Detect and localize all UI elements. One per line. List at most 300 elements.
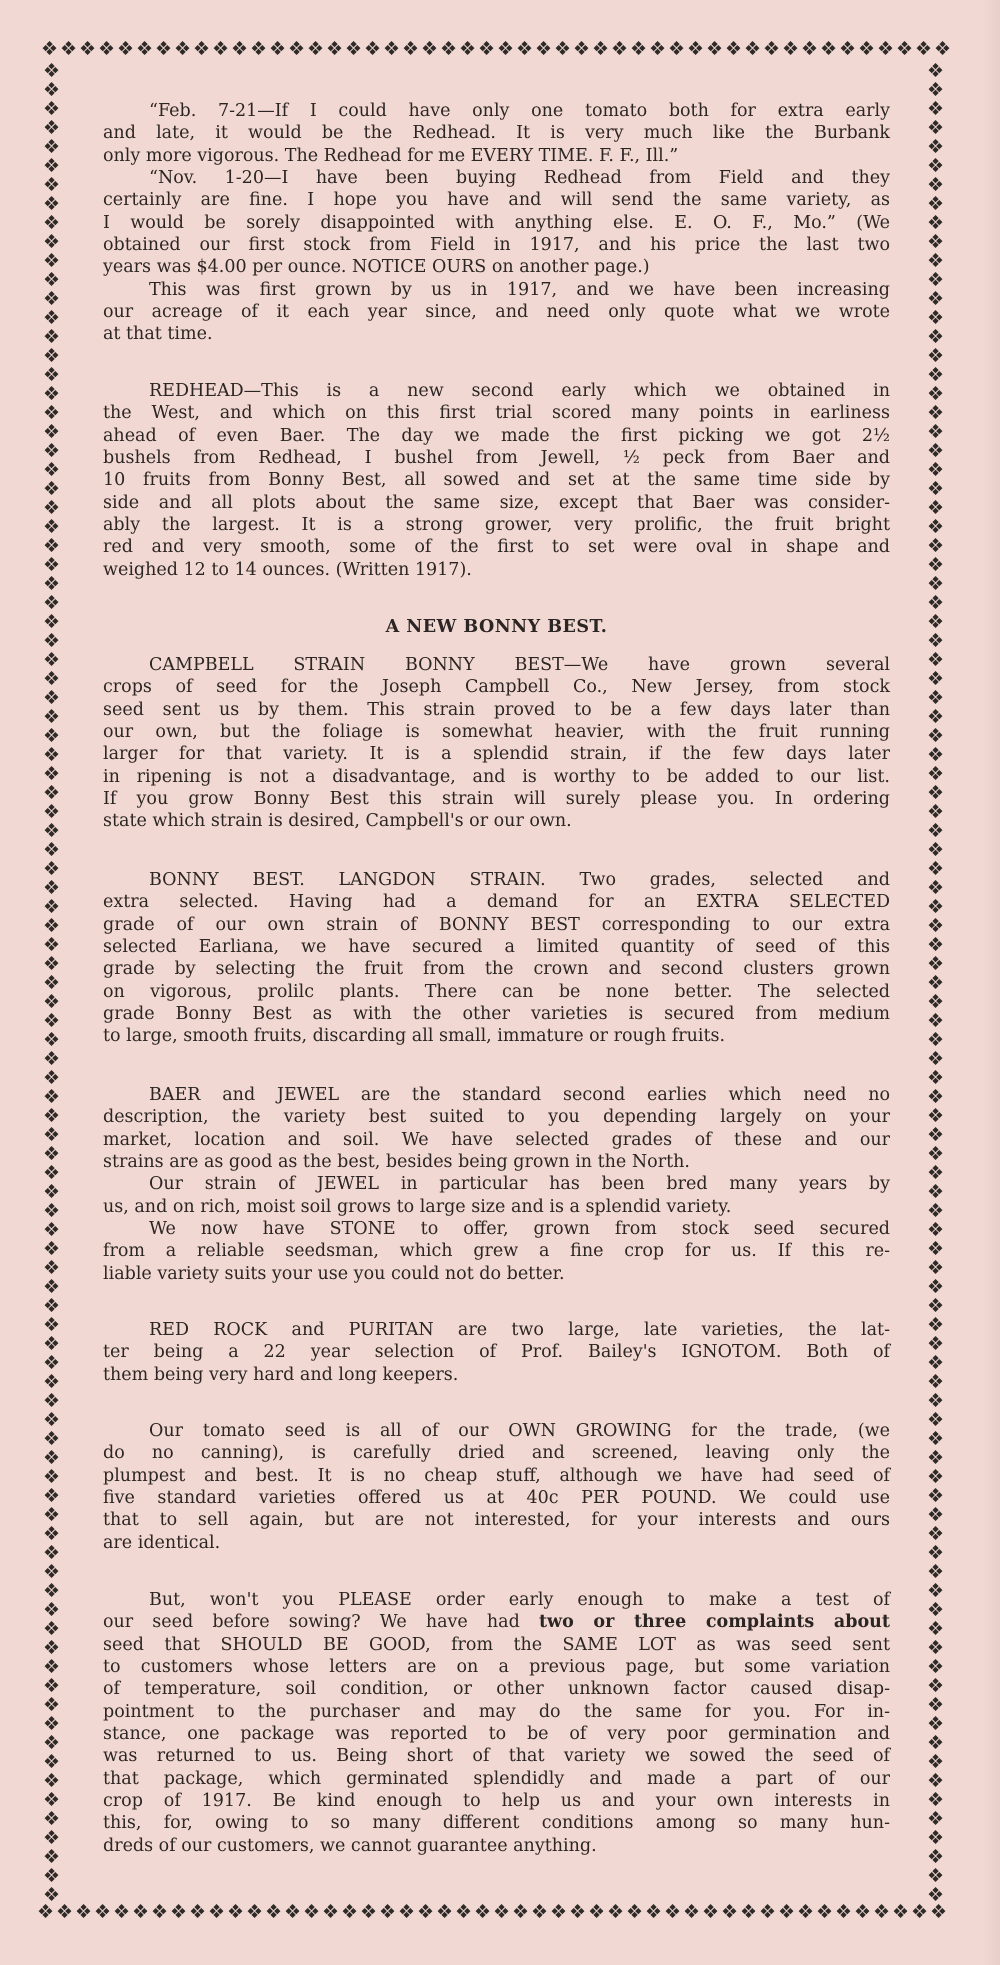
page-edge-shadow: [982, 0, 1000, 1965]
diamond-ornament-icon: ❖: [926, 896, 945, 918]
diamond-ornament-icon: ❖: [926, 402, 945, 424]
diamond-ornament-icon: ❖: [800, 40, 819, 60]
diamond-ornament-icon: ❖: [515, 40, 534, 60]
diamond-ornament-icon: ❖: [42, 269, 61, 291]
text-line: us, and on rich, moist soil grows to large size and is a splendid variety.: [103, 1196, 732, 1217]
diamond-ornament-icon: ❖: [926, 1352, 945, 1374]
diamond-ornament-icon: ❖: [192, 40, 211, 60]
diamond-ornament-icon: ❖: [42, 1105, 61, 1127]
text-line: are identical.: [103, 1532, 221, 1553]
diamond-ornament-icon: ❖: [572, 40, 591, 60]
diamond-ornament-icon: ❖: [42, 193, 61, 215]
diamond-ornament-icon: ❖: [926, 991, 945, 1013]
diamond-ornament-icon: ❖: [926, 1732, 945, 1754]
diamond-ornament-icon: ❖: [926, 1865, 945, 1887]
diamond-ornament-icon: ❖: [42, 516, 61, 538]
text-line: CAMPBELL STRAIN BONNY BEST—We have grown several: [149, 655, 890, 675]
diamond-ornament-icon: ❖: [895, 40, 914, 60]
text-line: crops of seed for the Joseph Campbell Co., New Jersey, from stock: [103, 677, 890, 698]
diamond-ornament-icon: ❖: [926, 174, 945, 196]
diamond-ornament-icon: ❖: [42, 1542, 61, 1564]
section-own-growing: [103, 1420, 890, 1554]
diamond-ornament-icon: ❖: [926, 1428, 945, 1450]
diamond-ornament-icon: ❖: [42, 1884, 61, 1904]
text-line: five standard varieties offered us at 40c PER POUND. We could use: [103, 1488, 890, 1509]
diamond-ornament-icon: ❖: [762, 40, 781, 60]
diamond-ornament-icon: ❖: [42, 820, 61, 842]
bold-text-fragment: two or three complaints about: [538, 1612, 890, 1633]
diamond-ornament-icon: ❖: [42, 839, 61, 861]
diamond-ornament-icon: ❖: [363, 40, 382, 60]
diamond-ornament-icon: ❖: [926, 1713, 945, 1735]
diamond-ornament-icon: ❖: [42, 1827, 61, 1849]
diamond-ornament-icon: ❖: [42, 554, 61, 576]
diamond-ornament-icon: ❖: [914, 40, 933, 60]
diamond-ornament-icon: ❖: [926, 1086, 945, 1108]
diamond-ornament-icon: ❖: [42, 326, 61, 348]
text-line: them being very hard and long keepers.: [103, 1364, 459, 1385]
text-line: our acreage of it each year since, and need only quote what we wrote: [103, 302, 890, 323]
diamond-ornament-icon: ❖: [857, 40, 876, 60]
diamond-ornament-icon: ❖: [610, 40, 629, 60]
diamond-ornament-icon: ❖: [496, 40, 515, 60]
section-langdon-strain: [103, 869, 890, 1048]
diamond-ornament-icon: ❖: [838, 40, 857, 60]
diamond-ornament-icon: ❖: [926, 763, 945, 785]
text-line: Our tomato seed is all of our OWN GROWING for the trade, (we: [149, 1421, 890, 1441]
diamond-ornament-icon: ❖: [473, 1903, 492, 1923]
text-line: pointment to the purchaser and may do the same for you. For in-: [103, 1701, 890, 1722]
diamond-ornament-icon: ❖: [42, 402, 61, 424]
diamond-ornament-icon: ❖: [629, 40, 648, 60]
diamond-ornament-icon: ❖: [926, 440, 945, 462]
diamond-ornament-icon: ❖: [42, 62, 61, 82]
text-line: We now have STONE to offer, grown from stock seed secured: [149, 1219, 890, 1240]
diamond-ornament-icon: ❖: [245, 1903, 264, 1923]
section-baer-jewel: [103, 1084, 890, 1285]
diamond-ornament-icon: ❖: [926, 744, 945, 766]
diamond-ornament-icon: ❖: [926, 383, 945, 405]
diamond-ornament-icon: ❖: [188, 1903, 207, 1923]
diamond-ornament-icon: ❖: [42, 1637, 61, 1659]
diamond-ornament-icon: ❖: [401, 40, 420, 60]
text-line: from a reliable seedsman, which grew a fine crop for us. If this re-: [103, 1241, 890, 1262]
section-campbell-strain: [103, 654, 890, 833]
diamond-ornament-icon: ❖: [796, 1903, 815, 1923]
diamond-ornament-icon: ❖: [926, 1751, 945, 1773]
diamond-ornament-icon: ❖: [910, 1903, 929, 1923]
diamond-ornament-icon: ❖: [42, 1010, 61, 1032]
diamond-ornament-icon: ❖: [42, 1200, 61, 1222]
text-line: certainly are fine. I hope you have and will send the same variety, as: [103, 190, 890, 211]
ornamental-border-top: [40, 40, 955, 62]
text-fragment: our seed before sowing? We have had: [103, 1612, 539, 1633]
diamond-ornament-icon: ❖: [926, 1010, 945, 1032]
diamond-ornament-icon: ❖: [207, 1903, 226, 1923]
text-line: state which strain is desired, Campbell's or our own.: [103, 811, 572, 832]
diamond-ornament-icon: ❖: [226, 1903, 245, 1923]
diamond-ornament-icon: ❖: [42, 1846, 61, 1868]
diamond-ornament-icon: ❖: [42, 1181, 61, 1203]
diamond-ornament-icon: ❖: [42, 1333, 61, 1355]
diamond-ornament-icon: ❖: [926, 1694, 945, 1716]
diamond-ornament-icon: ❖: [42, 288, 61, 310]
diamond-ornament-icon: ❖: [42, 1770, 61, 1792]
diamond-ornament-icon: ❖: [42, 307, 61, 329]
diamond-ornament-icon: ❖: [591, 40, 610, 60]
diamond-ornament-icon: ❖: [135, 40, 154, 60]
diamond-ornament-icon: ❖: [926, 782, 945, 804]
text-line: description, the variety best suited to you depending largely on your: [103, 1107, 890, 1128]
diamond-ornament-icon: ❖: [42, 1238, 61, 1260]
diamond-ornament-icon: ❖: [926, 1447, 945, 1469]
diamond-ornament-icon: ❖: [926, 1219, 945, 1241]
diamond-ornament-icon: ❖: [42, 763, 61, 785]
diamond-ornament-icon: ❖: [454, 1903, 473, 1923]
diamond-ornament-icon: ❖: [249, 40, 268, 60]
paragraph: [103, 1420, 890, 1554]
diamond-ornament-icon: ❖: [926, 250, 945, 272]
diamond-ornament-icon: ❖: [42, 1675, 61, 1697]
text-line: Our strain of JEWEL in particular has been bred many years by: [149, 1174, 890, 1195]
diamond-ornament-icon: ❖: [42, 725, 61, 747]
diamond-ornament-icon: ❖: [926, 953, 945, 975]
diamond-ornament-icon: ❖: [42, 1029, 61, 1051]
diamond-ornament-icon: ❖: [926, 1371, 945, 1393]
diamond-ornament-icon: ❖: [926, 1504, 945, 1526]
diamond-ornament-icon: ❖: [42, 1751, 61, 1773]
diamond-ornament-icon: ❖: [926, 117, 945, 139]
diamond-ornament-icon: ❖: [926, 497, 945, 519]
diamond-ornament-icon: ❖: [173, 40, 192, 60]
diamond-ornament-icon: ❖: [926, 1770, 945, 1792]
diamond-ornament-icon: ❖: [606, 1903, 625, 1923]
diamond-ornament-icon: ❖: [42, 136, 61, 158]
diamond-ornament-icon: ❖: [926, 1029, 945, 1051]
diamond-ornament-icon: ❖: [926, 668, 945, 690]
diamond-ornament-icon: ❖: [587, 1903, 606, 1923]
diamond-ornament-icon: ❖: [42, 706, 61, 728]
diamond-ornament-icon: ❖: [42, 1504, 61, 1526]
diamond-ornament-icon: ❖: [42, 649, 61, 671]
diamond-ornament-icon: ❖: [926, 1827, 945, 1849]
diamond-ornament-icon: ❖: [682, 1903, 701, 1923]
text-line: RED ROCK and PURITAN are two large, late varieties, the lat-: [149, 1320, 890, 1340]
diamond-ornament-icon: ❖: [36, 1903, 55, 1923]
diamond-ornament-icon: ❖: [926, 288, 945, 310]
diamond-ornament-icon: ❖: [42, 459, 61, 481]
diamond-ornament-icon: ❖: [230, 40, 249, 60]
diamond-ornament-icon: ❖: [777, 1903, 796, 1923]
section-red-rock: [103, 1319, 890, 1386]
diamond-ornament-icon: ❖: [42, 1618, 61, 1640]
diamond-ornament-icon: ❖: [40, 40, 59, 60]
diamond-ornament-icon: ❖: [926, 98, 945, 120]
diamond-ornament-icon: ❖: [663, 1903, 682, 1923]
text-line: seed that SHOULD BE GOOD, from the SAME LOT as was seed sent: [103, 1634, 890, 1655]
text-line: stance, one package was reported to be of very poor germination and: [103, 1724, 890, 1745]
text-line: [103, 1611, 890, 1633]
diamond-ornament-icon: ❖: [926, 1580, 945, 1602]
text-line: REDHEAD—This is a new second early which we obtained in: [149, 381, 890, 401]
diamond-ornament-icon: ❖: [287, 40, 306, 60]
diamond-ornament-icon: ❖: [648, 40, 667, 60]
diamond-ornament-icon: ❖: [926, 1143, 945, 1165]
diamond-ornament-icon: ❖: [302, 1903, 321, 1923]
text-line: plumpest and best. It is no cheap stuff, although we have had seed of: [103, 1465, 890, 1486]
text-line: strains are as good as the best, besides being grown in the North.: [103, 1152, 690, 1173]
diamond-ornament-icon: ❖: [926, 269, 945, 291]
diamond-ornament-icon: ❖: [42, 155, 61, 177]
diamond-ornament-icon: ❖: [926, 1162, 945, 1184]
diamond-ornament-icon: ❖: [926, 858, 945, 880]
text-line: that to sell again, but are not interested, for your interests and ours: [103, 1510, 890, 1531]
diamond-ornament-icon: ❖: [926, 307, 945, 329]
diamond-ornament-icon: ❖: [926, 725, 945, 747]
diamond-ornament-icon: ❖: [926, 1314, 945, 1336]
diamond-ornament-icon: ❖: [926, 1105, 945, 1127]
text-line: grade Bonny Best as with the other varieties is secured from medium: [103, 1004, 890, 1025]
paragraph: [103, 1084, 890, 1173]
paragraph: [103, 1173, 890, 1218]
diamond-ornament-icon: ❖: [926, 972, 945, 994]
text-line: was returned to us. Being short of that variety we sowed the seed of: [103, 1746, 890, 1767]
diamond-ornament-icon: ❖: [926, 535, 945, 557]
diamond-ornament-icon: ❖: [511, 1903, 530, 1923]
diamond-ornament-icon: ❖: [321, 1903, 340, 1923]
paragraph: [103, 100, 890, 167]
diamond-ornament-icon: ❖: [169, 1903, 188, 1923]
diamond-ornament-icon: ❖: [926, 231, 945, 253]
diamond-ornament-icon: ❖: [78, 40, 97, 60]
text-line: “Nov. 1-20—I have been buying Redhead from Field and they: [149, 168, 890, 189]
diamond-ornament-icon: ❖: [926, 1561, 945, 1583]
diamond-ornament-icon: ❖: [926, 1542, 945, 1564]
diamond-ornament-icon: ❖: [359, 1903, 378, 1923]
diamond-ornament-icon: ❖: [553, 40, 572, 60]
text-line: larger for that variety. It is a splendid strain, if the few days later: [103, 744, 890, 765]
section-testimonials: [103, 100, 890, 346]
text-line: at that time.: [103, 324, 213, 345]
text-line: crop of 1917. Be kind enough to help us and your own interests in: [103, 1791, 890, 1812]
diamond-ornament-icon: ❖: [926, 1295, 945, 1317]
diamond-ornament-icon: ❖: [42, 744, 61, 766]
diamond-ornament-icon: ❖: [42, 478, 61, 500]
diamond-ornament-icon: ❖: [926, 611, 945, 633]
section-redhead: [103, 380, 890, 581]
diamond-ornament-icon: ❖: [926, 687, 945, 709]
diamond-ornament-icon: ❖: [926, 364, 945, 386]
diamond-ornament-icon: ❖: [42, 1143, 61, 1165]
diamond-ornament-icon: ❖: [42, 535, 61, 557]
diamond-ornament-icon: ❖: [926, 421, 945, 443]
paragraph: [103, 380, 890, 581]
text-line: only more vigorous. The Redhead for me EVERY TIME. F. F., Ill.”: [103, 145, 679, 166]
diamond-ornament-icon: ❖: [625, 1903, 644, 1923]
diamond-ornament-icon: ❖: [926, 1257, 945, 1279]
diamond-ornament-icon: ❖: [42, 174, 61, 196]
diamond-ornament-icon: ❖: [926, 630, 945, 652]
diamond-ornament-icon: ❖: [42, 801, 61, 823]
text-line: in ripening is not a disadvantage, and is worthy to be added to our list.: [103, 766, 890, 787]
diamond-ornament-icon: ❖: [926, 193, 945, 215]
diamond-ornament-icon: ❖: [268, 40, 287, 60]
text-line: 10 fruits from Bonny Best, all sowed and set at the same time side by: [103, 470, 890, 491]
diamond-ornament-icon: ❖: [926, 801, 945, 823]
diamond-ornament-icon: ❖: [42, 1067, 61, 1089]
diamond-ornament-icon: ❖: [131, 1903, 150, 1923]
diamond-ornament-icon: ❖: [815, 1903, 834, 1923]
diamond-ornament-icon: ❖: [42, 877, 61, 899]
diamond-ornament-icon: ❖: [926, 706, 945, 728]
text-line: on vigorous, prolilc plants. There can be none better. The selected: [103, 981, 890, 1002]
text-line: ter being a 22 year selection of Prof. Bailey's IGNOTOM. Both of: [103, 1342, 890, 1363]
diamond-ornament-icon: ❖: [724, 40, 743, 60]
diamond-ornament-icon: ❖: [720, 1903, 739, 1923]
ornamental-border-bottom: [36, 1903, 956, 1925]
diamond-ornament-icon: ❖: [42, 1314, 61, 1336]
diamond-ornament-icon: ❖: [42, 1523, 61, 1545]
text-line: our own, but the foliage is somewhat heavier, with the fruit running: [103, 722, 890, 743]
diamond-ornament-icon: ❖: [59, 40, 78, 60]
paragraph: [103, 167, 890, 279]
paragraph: [103, 1218, 890, 1285]
diamond-ornament-icon: ❖: [42, 1409, 61, 1431]
diamond-ornament-icon: ❖: [42, 1124, 61, 1146]
text-line: liable variety suits your use you could not do better.: [103, 1263, 565, 1284]
diamond-ornament-icon: ❖: [42, 1352, 61, 1374]
diamond-ornament-icon: ❖: [42, 497, 61, 519]
diamond-ornament-icon: ❖: [42, 1789, 61, 1811]
diamond-ornament-icon: ❖: [42, 421, 61, 443]
diamond-ornament-icon: ❖: [926, 1485, 945, 1507]
diamond-ornament-icon: ❖: [926, 1789, 945, 1811]
diamond-ornament-icon: ❖: [42, 1295, 61, 1317]
diamond-ornament-icon: ❖: [42, 1865, 61, 1887]
diamond-ornament-icon: ❖: [876, 40, 895, 60]
text-line: ably the largest. It is a strong grower, very prolific, the fruit bright: [103, 515, 890, 536]
diamond-ornament-icon: ❖: [42, 991, 61, 1013]
text-line: I would be sorely disappointed with anything else. E. O. F., Mo.” (We: [103, 212, 890, 233]
diamond-ornament-icon: ❖: [926, 839, 945, 861]
diamond-ornament-icon: ❖: [116, 40, 135, 60]
diamond-ornament-icon: ❖: [926, 1656, 945, 1678]
text-line: the West, and which on this first trial scored many points in earliness: [103, 403, 890, 424]
diamond-ornament-icon: ❖: [926, 592, 945, 614]
diamond-ornament-icon: ❖: [926, 554, 945, 576]
diamond-ornament-icon: ❖: [926, 1409, 945, 1431]
diamond-ornament-icon: ❖: [926, 1333, 945, 1355]
text-line: red and very smooth, some of the first to set were oval in shape and: [103, 537, 890, 558]
diamond-ornament-icon: ❖: [42, 1162, 61, 1184]
diamond-ornament-icon: ❖: [42, 1656, 61, 1678]
diamond-ornament-icon: ❖: [926, 136, 945, 158]
diamond-ornament-icon: ❖: [42, 573, 61, 595]
diamond-ornament-icon: ❖: [926, 1599, 945, 1621]
diamond-ornament-icon: ❖: [42, 1086, 61, 1108]
diamond-ornament-icon: ❖: [926, 1466, 945, 1488]
diamond-ornament-icon: ❖: [93, 1903, 112, 1923]
text-line: seed sent us by them. This strain proved to be a few days later than: [103, 699, 890, 720]
diamond-ornament-icon: ❖: [926, 516, 945, 538]
diamond-ornament-icon: ❖: [926, 1124, 945, 1146]
diamond-ornament-icon: ❖: [530, 1903, 549, 1923]
diamond-ornament-icon: ❖: [283, 1903, 302, 1923]
diamond-ornament-icon: ❖: [74, 1903, 93, 1923]
paragraph: [103, 279, 890, 346]
paragraph: [103, 869, 890, 1048]
text-line: do no canning), is carefully dried and screened, leaving only the: [103, 1443, 890, 1464]
paragraph: [103, 1589, 890, 1857]
text-line: grade of our own strain of BONNY BEST corresponding to our extra: [103, 914, 890, 935]
diamond-ornament-icon: ❖: [42, 687, 61, 709]
diamond-ornament-icon: ❖: [340, 1903, 359, 1923]
diamond-ornament-icon: ❖: [42, 592, 61, 614]
diamond-ornament-icon: ❖: [926, 1390, 945, 1412]
diamond-ornament-icon: ❖: [872, 1903, 891, 1923]
diamond-ornament-icon: ❖: [701, 1903, 720, 1923]
text-line: of temperature, soil condition, or other unknown factor caused disap-: [103, 1679, 890, 1700]
diamond-ornament-icon: ❖: [42, 1219, 61, 1241]
diamond-ornament-icon: ❖: [926, 478, 945, 500]
diamond-ornament-icon: ❖: [42, 250, 61, 272]
diamond-ornament-icon: ❖: [42, 1048, 61, 1070]
diamond-ornament-icon: ❖: [926, 1181, 945, 1203]
diamond-ornament-icon: ❖: [926, 326, 945, 348]
diamond-ornament-icon: ❖: [926, 345, 945, 367]
diamond-ornament-icon: ❖: [926, 915, 945, 937]
text-line: side and all plots about the same size, except that Baer was consider-: [103, 492, 890, 513]
diamond-ornament-icon: ❖: [42, 1580, 61, 1602]
diamond-ornament-icon: ❖: [739, 1903, 758, 1923]
diamond-ornament-icon: ❖: [42, 1257, 61, 1279]
text-line: grade by selecting the fruit from the crown and second clusters grown: [103, 959, 890, 980]
text-line: bushels from Redhead, I bushel from Jewell, ½ peck from Baer and: [103, 448, 890, 469]
diamond-ornament-icon: ❖: [549, 1903, 568, 1923]
diamond-ornament-icon: ❖: [42, 117, 61, 139]
diamond-ornament-icon: ❖: [112, 1903, 131, 1923]
diamond-ornament-icon: ❖: [926, 1523, 945, 1545]
diamond-ornament-icon: ❖: [926, 1637, 945, 1659]
diamond-ornament-icon: ❖: [42, 858, 61, 880]
diamond-ornament-icon: ❖: [382, 40, 401, 60]
diamond-ornament-icon: ❖: [42, 1694, 61, 1716]
diamond-ornament-icon: ❖: [926, 1067, 945, 1089]
paragraph: [103, 654, 890, 833]
diamond-ornament-icon: ❖: [926, 1048, 945, 1070]
diamond-ornament-icon: ❖: [42, 1713, 61, 1735]
diamond-ornament-icon: ❖: [325, 40, 344, 60]
diamond-ornament-icon: ❖: [891, 1903, 910, 1923]
diamond-ornament-icon: ❖: [686, 40, 705, 60]
text-line: and late, it would be the Redhead. It is very much like the Burbank: [103, 123, 890, 144]
diamond-ornament-icon: ❖: [42, 345, 61, 367]
diamond-ornament-icon: ❖: [42, 1428, 61, 1450]
diamond-ornament-icon: ❖: [42, 1561, 61, 1583]
diamond-ornament-icon: ❖: [42, 1732, 61, 1754]
text-line: obtained our first stock from Field in 1917, and his price the last two: [103, 235, 890, 256]
text-line: If you grow Bonny Best this strain will surely please you. In ordering: [103, 789, 890, 810]
diamond-ornament-icon: ❖: [926, 79, 945, 101]
diamond-ornament-icon: ❖: [378, 1903, 397, 1923]
diamond-ornament-icon: ❖: [42, 212, 61, 234]
diamond-ornament-icon: ❖: [926, 820, 945, 842]
ornamental-border-right: [926, 62, 948, 1904]
text-line: to customers whose letters are on a previous page, but some variation: [103, 1657, 890, 1678]
diamond-ornament-icon: ❖: [926, 1200, 945, 1222]
diamond-ornament-icon: ❖: [926, 877, 945, 899]
diamond-ornament-icon: ❖: [926, 573, 945, 595]
